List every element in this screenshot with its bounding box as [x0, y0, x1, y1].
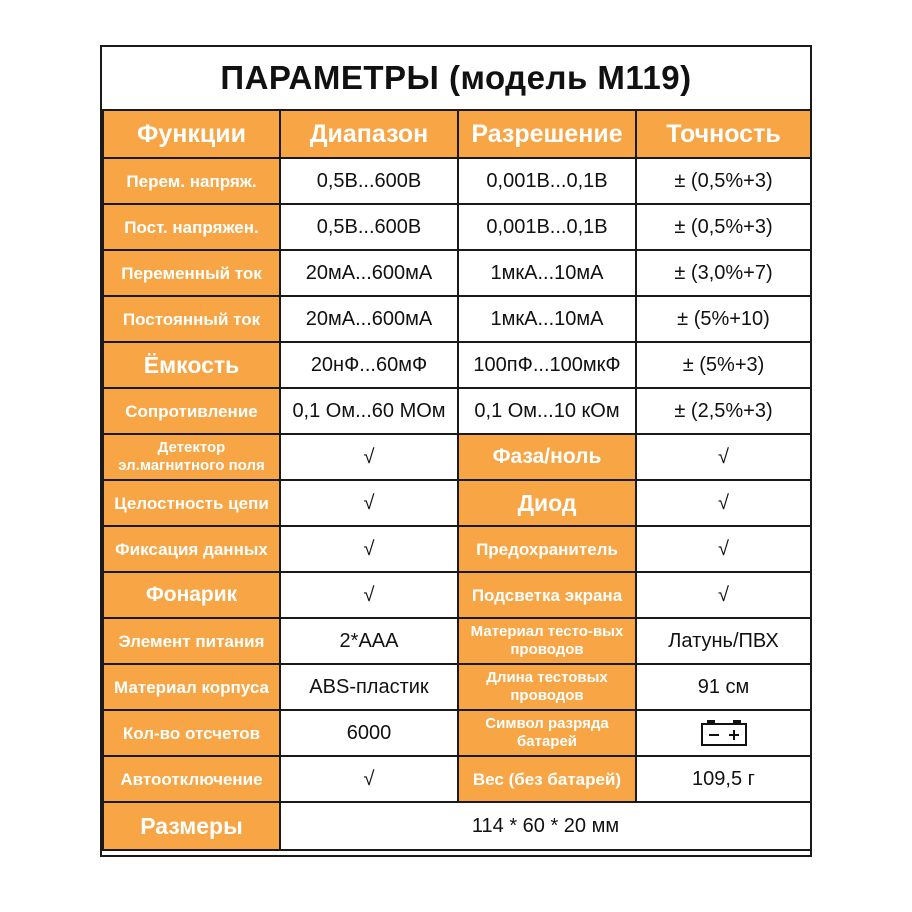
function-label: Пост. напряжен.: [103, 204, 280, 250]
function-label: Перем. напряж.: [103, 158, 280, 204]
accuracy-value: ± (5%+3): [636, 342, 811, 388]
header-accuracy: Точность: [636, 110, 811, 158]
feature-value: 109,5 г: [636, 756, 811, 802]
feature-label: Автоотключение: [103, 756, 280, 802]
feature-label: Детектор эл.магнитного поля: [103, 434, 280, 480]
battery-cell: [636, 710, 811, 756]
feature-value: √: [280, 756, 458, 802]
parameters-sheet: [100, 45, 812, 857]
dimensions-value: 114 * 60 * 20 мм: [280, 802, 811, 850]
range-value: 0,5В...600В: [280, 158, 458, 204]
feature-value: ABS-пластик: [280, 664, 458, 710]
feature-label: Материал тесто-вых проводов: [458, 618, 636, 664]
range-value: 20мА...600мА: [280, 250, 458, 296]
accuracy-value: ± (3,0%+7): [636, 250, 811, 296]
accuracy-value: ± (0,5%+3): [636, 204, 811, 250]
feature-label: Материал корпуса: [103, 664, 280, 710]
feature-value: √: [280, 526, 458, 572]
feature-label: Символ разряда батарей: [458, 710, 636, 756]
feature-label: Кол-во отсчетов: [103, 710, 280, 756]
feature-value: √: [636, 572, 811, 618]
feature-label: Целостность цепи: [103, 480, 280, 526]
parameters-table: [102, 109, 812, 851]
resolution-value: 1мкА...10мА: [458, 296, 636, 342]
feature-label: Фонарик: [103, 572, 280, 618]
resolution-value: 100пФ...100мкФ: [458, 342, 636, 388]
dimensions-label: Размеры: [103, 802, 280, 850]
accuracy-value: ± (5%+10): [636, 296, 811, 342]
table-row: [103, 480, 811, 526]
feature-value: 2*AAA: [280, 618, 458, 664]
range-value: 20мА...600мА: [280, 296, 458, 342]
table-row: [103, 434, 811, 480]
feature-value: √: [280, 480, 458, 526]
resolution-value: 0,001В...0,1В: [458, 204, 636, 250]
function-label: Ёмкость: [103, 342, 280, 388]
resolution-value: 0,001В...0,1В: [458, 158, 636, 204]
feature-value: 91 см: [636, 664, 811, 710]
table-row: [103, 296, 811, 342]
table-row: [103, 204, 811, 250]
header-functions: Функции: [103, 110, 280, 158]
feature-label: Подсветка экрана: [458, 572, 636, 618]
range-value: 20нФ...60мФ: [280, 342, 458, 388]
feature-label: Длина тестовых проводов: [458, 664, 636, 710]
feature-value: √: [280, 572, 458, 618]
feature-label: Фаза/ноль: [458, 434, 636, 480]
feature-label: Элемент питания: [103, 618, 280, 664]
table-row: [103, 388, 811, 434]
table-row: [103, 572, 811, 618]
feature-value: √: [636, 434, 811, 480]
table-row: [103, 158, 811, 204]
feature-label: Диод: [458, 480, 636, 526]
table-row: [103, 342, 811, 388]
table-row: [103, 618, 811, 664]
feature-value: √: [636, 526, 811, 572]
resolution-value: 0,1 Ом...10 кОм: [458, 388, 636, 434]
table-row: [103, 526, 811, 572]
header-resolution: Разрешение: [458, 110, 636, 158]
feature-value: 6000: [280, 710, 458, 756]
function-label: Сопротивление: [103, 388, 280, 434]
function-label: Переменный ток: [103, 250, 280, 296]
function-label: Постоянный ток: [103, 296, 280, 342]
feature-value: Латунь/ПВХ: [636, 618, 811, 664]
table-row: [103, 756, 811, 802]
feature-value: √: [636, 480, 811, 526]
feature-label: Предохранитель: [458, 526, 636, 572]
dimensions-row: [103, 802, 811, 850]
table-header-row: [103, 110, 811, 158]
table-row: [103, 664, 811, 710]
feature-label: Вес (без батарей): [458, 756, 636, 802]
battery-icon: [700, 719, 748, 747]
resolution-value: 1мкА...10мА: [458, 250, 636, 296]
header-range: Диапазон: [280, 110, 458, 158]
range-value: 0,5В...600В: [280, 204, 458, 250]
feature-label: Фиксация данных: [103, 526, 280, 572]
table-row: [103, 710, 811, 756]
range-value: 0,1 Ом...60 МОм: [280, 388, 458, 434]
accuracy-value: ± (0,5%+3): [636, 158, 811, 204]
table-row: [103, 250, 811, 296]
accuracy-value: ± (2,5%+3): [636, 388, 811, 434]
page-title: ПАРАМЕТРЫ (модель M119): [220, 59, 692, 96]
feature-value: √: [280, 434, 458, 480]
